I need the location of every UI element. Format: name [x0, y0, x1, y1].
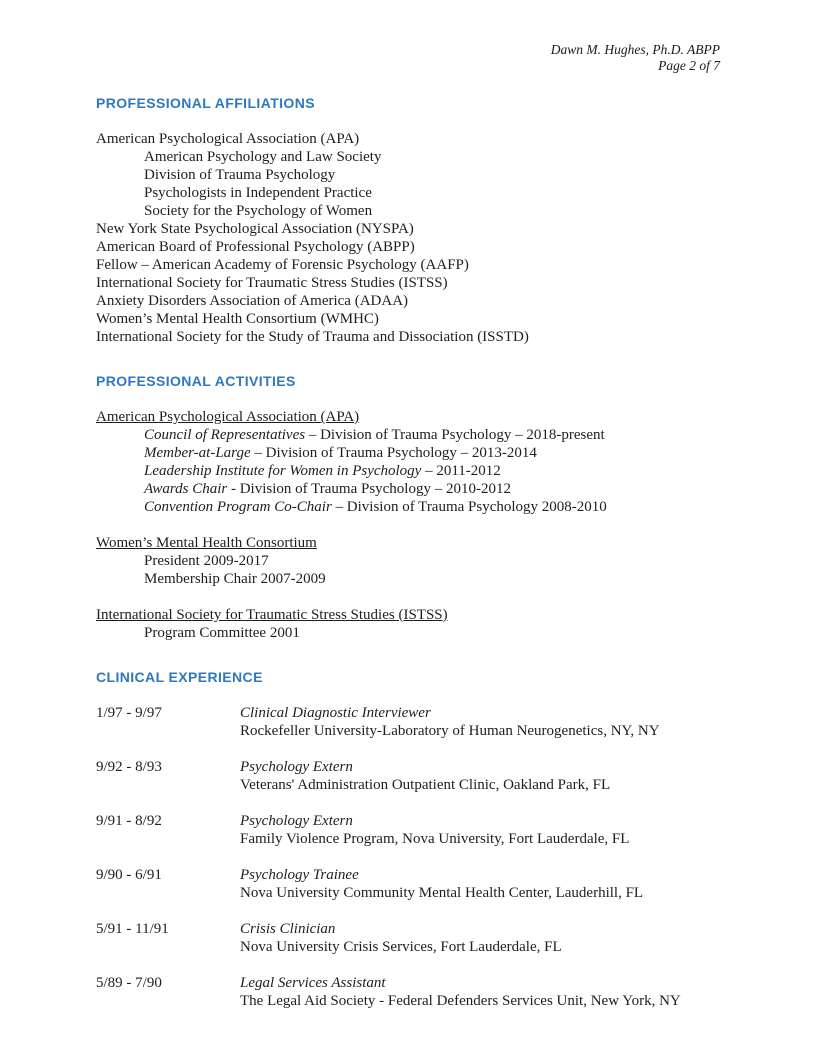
- activity-group-heading: American Psychological Association (APA): [96, 409, 360, 425]
- clinical-entry-role: Psychology Extern: [240, 813, 353, 829]
- activity-item: Leadership Institute for Women in Psychology – 2011-2012: [144, 463, 501, 479]
- affiliation-item: Women’s Mental Health Consortium (WMHC): [96, 311, 379, 327]
- clinical-entry-dates: 9/91 - 8/92: [96, 813, 162, 829]
- clinical-entry: [96, 704, 720, 740]
- page-header: [96, 42, 720, 74]
- clinical-entry-dates: 9/92 - 8/93: [96, 759, 162, 775]
- clinical-entry-body: [240, 758, 610, 794]
- clinical-entry-body: [240, 704, 660, 740]
- clinical-entry-role: Crisis Clinician: [240, 921, 336, 937]
- clinical-entry-body: [240, 920, 562, 956]
- header-name: Dawn M. Hughes, Ph.D. ABPP: [550, 42, 720, 57]
- affiliation-item: Society for the Psychology of Women: [144, 203, 373, 219]
- clinical-entry-body: [240, 974, 681, 1010]
- clinical-entry-body: [240, 866, 643, 902]
- affiliation-item: International Society for Traumatic Stress Studies (ISTSS): [96, 275, 448, 291]
- clinical-entry-role: Psychology Extern: [240, 759, 353, 775]
- activity-role: Member-at-Large: [144, 445, 251, 461]
- activity-role: Awards Chair: [144, 481, 228, 497]
- clinical-entry: [96, 866, 720, 902]
- clinical-entry-dates: 9/90 - 6/91: [96, 867, 162, 883]
- clinical-experience-list: [96, 704, 720, 1010]
- affiliation-item: American Psychological Association (APA): [96, 131, 360, 147]
- affiliation-item: Fellow – American Academy of Forensic Psychology (AAFP): [96, 257, 469, 273]
- activity-item: Program Committee 2001: [144, 625, 300, 641]
- clinical-entry-organization: Family Violence Program, Nova University, Fort Lauderdale, FL: [240, 831, 630, 847]
- activity-role: Leadership Institute for Women in Psychology: [144, 463, 422, 479]
- affiliations-list: [96, 130, 720, 346]
- clinical-entry-role: Legal Services Assistant: [240, 975, 386, 991]
- clinical-entry-dates: 1/97 - 9/97: [96, 705, 162, 721]
- clinical-entry: [96, 812, 720, 848]
- activity-group-heading: Women’s Mental Health Consortium: [96, 535, 317, 551]
- activity-role: Council of Representatives: [144, 427, 306, 443]
- clinical-entry-organization: Nova University Crisis Services, Fort Lauderdale, FL: [240, 939, 562, 955]
- section-title-professional-affiliations: PROFESSIONAL AFFILIATIONS: [96, 95, 315, 111]
- clinical-entry-dates: 5/91 - 11/91: [96, 921, 169, 937]
- activity-item: Membership Chair 2007-2009: [144, 571, 326, 587]
- activity-group: [96, 534, 720, 588]
- activities-list: [96, 408, 720, 642]
- clinical-entry-organization: Veterans' Administration Outpatient Clinic, Oakland Park, FL: [240, 777, 611, 793]
- activity-group: [96, 408, 720, 516]
- header-page-number: Page 2 of 7: [658, 58, 720, 73]
- affiliation-item: New York State Psychological Association (NYSPA): [96, 221, 414, 237]
- activity-item: President 2009-2017: [144, 553, 269, 569]
- affiliation-item: International Society for the Study of Trauma and Dissociation (ISSTD): [96, 329, 529, 345]
- affiliation-item: American Board of Professional Psychology (ABPP): [96, 239, 415, 255]
- clinical-entry-organization: Nova University Community Mental Health Center, Lauderhill, FL: [240, 885, 644, 901]
- clinical-entry: [96, 758, 720, 794]
- clinical-entry: [96, 974, 720, 1010]
- clinical-entry-dates: 5/89 - 7/90: [96, 975, 162, 991]
- clinical-entry-organization: The Legal Aid Society - Federal Defenders Services Unit, New York, NY: [240, 993, 681, 1009]
- affiliation-item: American Psychology and Law Society: [144, 149, 382, 165]
- clinical-entry-organization: Rockefeller University-Laboratory of Human Neurogenetics, NY, NY: [240, 723, 660, 739]
- clinical-entry-role: Clinical Diagnostic Interviewer: [240, 705, 431, 721]
- activity-group-heading: International Society for Traumatic Stress Studies (ISTSS): [96, 607, 448, 623]
- clinical-entry-role: Psychology Trainee: [240, 867, 359, 883]
- activity-group: [96, 606, 720, 642]
- activity-item: Member-at-Large – Division of Trauma Psychology – 2013-2014: [144, 445, 537, 461]
- activity-role: Convention Program Co-Chair: [144, 499, 332, 515]
- activity-item: Council of Representatives – Division of Trauma Psychology – 2018-present: [144, 427, 605, 443]
- clinical-entry: [96, 920, 720, 956]
- affiliation-item: Division of Trauma Psychology: [144, 167, 336, 183]
- activity-item: Awards Chair - Division of Trauma Psychology – 2010-2012: [144, 481, 511, 497]
- section-title-professional-activities: PROFESSIONAL ACTIVITIES: [96, 373, 296, 389]
- activity-item: Convention Program Co-Chair – Division of Trauma Psychology 2008-2010: [144, 499, 607, 515]
- section-title-clinical-experience: CLINICAL EXPERIENCE: [96, 669, 263, 685]
- affiliation-item: Psychologists in Independent Practice: [144, 185, 372, 201]
- affiliation-item: Anxiety Disorders Association of America (ADAA): [96, 293, 409, 309]
- clinical-entry-body: [240, 812, 629, 848]
